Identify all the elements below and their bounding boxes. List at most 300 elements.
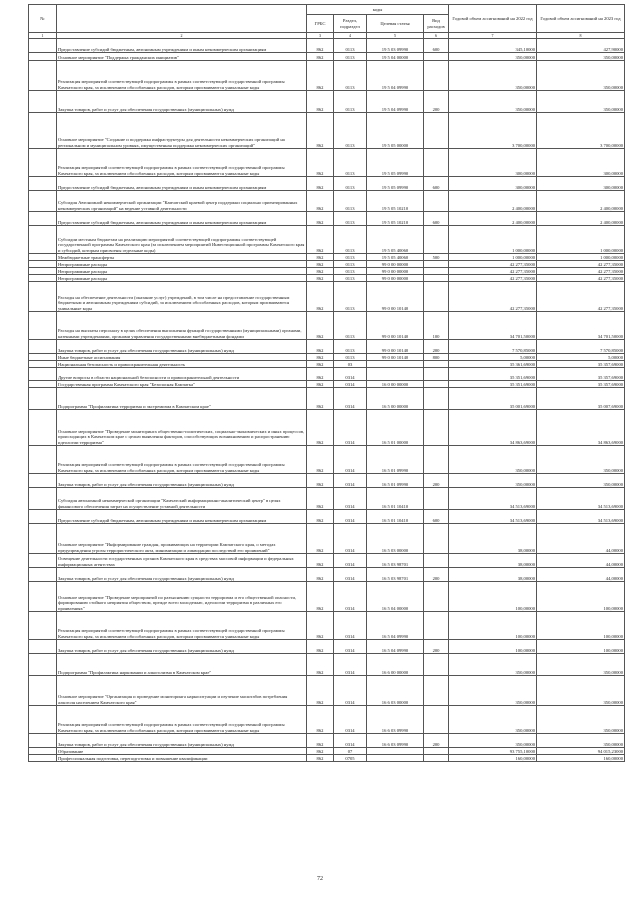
row-vr-cell [424, 524, 449, 554]
row-2022-cell: 100,00000 [449, 582, 537, 612]
row-vr-cell [424, 368, 449, 381]
table-row [29, 61, 625, 91]
row-2023-cell: 350,00000 [537, 474, 625, 488]
row-num-cell [29, 191, 57, 212]
index-cell: 6 [424, 33, 449, 39]
row-2023-cell: 34 863,69000 [537, 410, 625, 446]
row-num-cell [29, 177, 57, 191]
row-vr-cell [424, 113, 449, 149]
row-name-cell: Национальная безопасность и правоохранительная деятельность [57, 361, 307, 368]
row-2023-cell: 42 277,35000 [537, 268, 625, 275]
row-vr-cell [424, 612, 449, 640]
row-2022-cell: 3 700,00000 [449, 113, 537, 149]
table-row [29, 734, 625, 748]
row-csr-cell: 16 5 04 00000 [367, 582, 424, 612]
row-razdel-cell: 0314 [334, 510, 367, 524]
row-csr-cell: 16 5 01 09990 [367, 446, 424, 474]
row-razdel-cell: 0314 [334, 706, 367, 734]
row-2022-cell: 42 277,35000 [449, 268, 537, 275]
table-row [29, 554, 625, 568]
row-razdel-cell: 0113 [334, 312, 367, 340]
row-num-cell [29, 755, 57, 762]
row-csr-cell: 16 5 03 98701 [367, 568, 424, 582]
row-name-cell: Основное мероприятие "Создание и поддержка инфраструктуры для деятельности некоммерческих организаций на региональном и муниципальном уровнях, имущественная поддержка некоммерческих организаций" [57, 113, 307, 149]
row-name-cell: Реализация мероприятий соответствующей подпрограммы в рамках соответствующей государственной программы Камчатского края, за исключением обособленных расходов, которым присваиваются уникальные коды [57, 706, 307, 734]
table-row [29, 612, 625, 640]
row-razdel-cell: 0113 [334, 261, 367, 268]
row-2022-cell: 7 570,85000 [449, 340, 537, 354]
table-row [29, 568, 625, 582]
row-2022-cell: 100,00000 [449, 640, 537, 654]
row-grbs-cell: 862 [307, 113, 334, 149]
row-razdel-cell: 0314 [334, 568, 367, 582]
row-vr-cell [424, 226, 449, 254]
row-name-cell: Основное мероприятие "Поддержка гражданских инициатив" [57, 53, 307, 61]
row-vr-cell [424, 53, 449, 61]
row-2023-cell: 350,00000 [537, 61, 625, 91]
row-num-cell [29, 149, 57, 177]
row-name-cell: Предоставление субсидий бюджетным, автономным учреждениям и иным некоммерческим организациям [57, 510, 307, 524]
row-csr-cell: 16 6 00 00000 [367, 654, 424, 676]
row-csr-cell: 99 0 00 10140 [367, 282, 424, 312]
table-row [29, 388, 625, 410]
row-2023-cell: 35 357,69000 [537, 368, 625, 381]
row-name-cell: Основное мероприятие "Проведение мониторинга общественно-политических, социально-экономических и иных процессов, происходящих в Камчатском крае с целью выявления факторов, способствующих возникновению и распространению идеологии терроризма" [57, 410, 307, 446]
row-csr-cell: 19 5 04 00000 [367, 53, 424, 61]
row-2023-cell: 35 357,69000 [537, 381, 625, 388]
row-2022-cell: 35 361,69000 [449, 361, 537, 368]
row-csr-cell: 99 0 00 00000 [367, 261, 424, 268]
row-vr-cell [424, 381, 449, 388]
row-2023-cell: 100,00000 [537, 612, 625, 640]
row-razdel-cell: 0113 [334, 275, 367, 282]
row-csr-cell: 19 5 04 09990 [367, 61, 424, 91]
row-name-cell: Предоставление субсидий бюджетным, автономным учреждениям и иным некоммерческим организациям [57, 39, 307, 53]
row-num-cell [29, 654, 57, 676]
row-grbs-cell: 862 [307, 554, 334, 568]
row-2023-cell: 350,00000 [537, 446, 625, 474]
row-vr-cell: 600 [424, 510, 449, 524]
row-vr-cell: 100 [424, 312, 449, 340]
row-vr-cell: 500 [424, 254, 449, 261]
row-grbs-cell: 862 [307, 61, 334, 91]
row-grbs-cell: 862 [307, 268, 334, 275]
table-row [29, 268, 625, 275]
table-row [29, 149, 625, 177]
row-name-cell: Основное мероприятие "Информирование граждан, проживающих на территории Камчатского края, о методах предупреждения угрозы террористического акта, минимизации и ликвидации последствий его проявлений" [57, 524, 307, 554]
row-num-cell [29, 368, 57, 381]
row-razdel-cell: 0314 [334, 474, 367, 488]
row-2023-cell: 100,00000 [537, 640, 625, 654]
row-name-cell: Непрограммные расходы [57, 275, 307, 282]
row-name-cell: Закупка товаров, работ и услуг для обеспечения государственных (муниципальных) нужд [57, 568, 307, 582]
row-num-cell [29, 268, 57, 275]
table-row [29, 755, 625, 762]
row-grbs-cell: 862 [307, 282, 334, 312]
row-num-cell [29, 312, 57, 340]
row-csr-cell: 16 5 04 09990 [367, 640, 424, 654]
row-razdel-cell: 0314 [334, 676, 367, 706]
row-grbs-cell: 862 [307, 755, 334, 762]
row-csr-cell: 16 5 01 10410 [367, 510, 424, 524]
row-csr-cell: 99 0 00 00000 [367, 275, 424, 282]
row-razdel-cell: 0314 [334, 640, 367, 654]
row-2022-cell: 350,00000 [449, 53, 537, 61]
row-name-cell: Освещение деятельности государственных органов Камчатского края в средствах массовой информации и федеральных информационных агентствах [57, 554, 307, 568]
row-razdel-cell: 0314 [334, 381, 367, 388]
table-row [29, 113, 625, 149]
row-vr-cell [424, 488, 449, 510]
row-num-cell [29, 381, 57, 388]
row-2023-cell: 44,00000 [537, 524, 625, 554]
table-row [29, 368, 625, 381]
row-csr-cell: 99 0 00 10140 [367, 354, 424, 361]
header-num: № [29, 5, 57, 33]
row-name-cell: Основное мероприятие "Проведение мероприятий по разъяснению сущности терроризма и его общественной опасности, формированию стойкого неприятия обществом, прежде всего молодежью, идеологии терроризма в различных его проявлениях" [57, 582, 307, 612]
row-csr-cell: 16 6 03 09990 [367, 706, 424, 734]
row-razdel-cell: 0314 [334, 734, 367, 748]
row-razdel-cell: 0113 [334, 340, 367, 354]
budget-table [28, 4, 625, 762]
row-grbs-cell: 862 [307, 39, 334, 53]
row-2022-cell: 93 755,10000 [449, 748, 537, 755]
row-2022-cell: 42 277,35000 [449, 261, 537, 268]
row-razdel-cell: 0113 [334, 113, 367, 149]
row-razdel-cell: 0314 [334, 582, 367, 612]
row-num-cell [29, 488, 57, 510]
row-num-cell [29, 706, 57, 734]
row-2022-cell: 350,00000 [449, 474, 537, 488]
row-vr-cell: 200 [424, 474, 449, 488]
row-csr-cell: 19 5 05 00000 [367, 113, 424, 149]
row-2022-cell: 100,00000 [449, 612, 537, 640]
row-name-cell: Предоставление субсидий бюджетным, автономным учреждениям и иным некоммерческим организациям [57, 212, 307, 226]
row-2022-cell: 35 001,69000 [449, 388, 537, 410]
row-num-cell [29, 554, 57, 568]
row-2022-cell: 34 701,50000 [449, 312, 537, 340]
row-csr-cell: 19 5 04 09990 [367, 91, 424, 113]
row-2023-cell: 42 277,35000 [537, 275, 625, 282]
row-razdel-cell: 0113 [334, 149, 367, 177]
row-2023-cell: 2 400,00000 [537, 212, 625, 226]
row-num-cell [29, 282, 57, 312]
row-name-cell: Закупка товаров, работ и услуг для обеспечения государственных (муниципальных) нужд [57, 474, 307, 488]
row-grbs-cell: 862 [307, 524, 334, 554]
row-2023-cell: 34 701,50000 [537, 312, 625, 340]
row-csr-cell: 99 0 00 00000 [367, 268, 424, 275]
row-razdel-cell: 0314 [334, 410, 367, 446]
row-2023-cell: 350,00000 [537, 676, 625, 706]
row-csr-cell [367, 755, 424, 762]
row-csr-cell: 16 5 04 09990 [367, 612, 424, 640]
row-name-cell: Профессиональная подготовка, переподготовка и повышение квалификации [57, 755, 307, 762]
row-grbs-cell: 862 [307, 748, 334, 755]
row-grbs-cell: 862 [307, 410, 334, 446]
row-grbs-cell: 862 [307, 582, 334, 612]
row-csr-cell: 19 5 05 10210 [367, 212, 424, 226]
row-razdel-cell: 0113 [334, 53, 367, 61]
row-vr-cell [424, 755, 449, 762]
row-vr-cell: 600 [424, 177, 449, 191]
row-csr-cell: 19 5 05 40060 [367, 226, 424, 254]
row-razdel-cell: 0113 [334, 61, 367, 91]
row-razdel-cell: 07 [334, 748, 367, 755]
table-row [29, 254, 625, 261]
row-2022-cell: 160,00000 [449, 755, 537, 762]
row-2023-cell: 1 000,00000 [537, 254, 625, 261]
row-2022-cell: 38,00000 [449, 554, 537, 568]
row-num-cell [29, 510, 57, 524]
row-vr-cell [424, 410, 449, 446]
index-cell: 3 [307, 33, 334, 39]
row-name-cell: Иные бюджетные ассигнования [57, 354, 307, 361]
row-vr-cell [424, 61, 449, 91]
row-2023-cell: 160,00000 [537, 755, 625, 762]
row-2023-cell: 427,90000 [537, 39, 625, 53]
row-name-cell: Расходы на выплаты персоналу в целях обеспечения выполнения функций государственными (муниципальными) органами, казенными учреждениями, органами управления государственными внебюджетными фондами [57, 312, 307, 340]
row-razdel-cell: 0314 [334, 524, 367, 554]
row-grbs-cell: 862 [307, 275, 334, 282]
row-num-cell [29, 612, 57, 640]
table-row [29, 488, 625, 510]
row-grbs-cell: 862 [307, 177, 334, 191]
row-grbs-cell: 862 [307, 254, 334, 261]
row-num-cell [29, 61, 57, 91]
header-csr: Целевая статья [367, 15, 424, 33]
header-vr: Вид расходов [424, 15, 449, 33]
row-2022-cell: 34 513,69000 [449, 510, 537, 524]
row-2022-cell: 42 277,35000 [449, 282, 537, 312]
row-num-cell [29, 388, 57, 410]
row-num-cell [29, 226, 57, 254]
row-name-cell: Реализация мероприятий соответствующей подпрограммы в рамках соответствующей государственной программы Камчатского края, за исключением обособленных расходов, которым присваиваются уникальные коды [57, 446, 307, 474]
row-2022-cell: 35 351,69000 [449, 381, 537, 388]
row-num-cell [29, 410, 57, 446]
row-csr-cell [367, 368, 424, 381]
row-razdel-cell: 03 [334, 361, 367, 368]
row-name-cell: Субсидия Автономной некоммерческой организации "Камчатский краевой центр поддержки социально ориентированных некоммерческих организаций" на ведение уставной деятельности [57, 191, 307, 212]
row-razdel-cell: 0314 [334, 612, 367, 640]
row-vr-cell [424, 361, 449, 368]
row-grbs-cell: 862 [307, 368, 334, 381]
table-row [29, 177, 625, 191]
row-grbs-cell: 862 [307, 91, 334, 113]
row-vr-cell: 200 [424, 340, 449, 354]
table-row [29, 312, 625, 340]
row-grbs-cell: 862 [307, 474, 334, 488]
row-2022-cell: 34 513,69000 [449, 488, 537, 510]
row-razdel-cell: 0113 [334, 91, 367, 113]
row-csr-cell: 16 5 03 00000 [367, 524, 424, 554]
row-name-cell: Другие вопросы в области национальной безопасности и правоохранительной деятельности [57, 368, 307, 381]
row-2023-cell: 350,00000 [537, 734, 625, 748]
row-name-cell: Образование [57, 748, 307, 755]
header-codes: коды [307, 5, 449, 15]
header-2022: Годовой объем ассигнований на 2022 год [449, 5, 537, 33]
row-name-cell: Субсидия автономной некоммерческой организации "Камчатский информационно-аналитический центр" в целях финансового обеспечения затрат на осуществление уставной деятельности [57, 488, 307, 510]
row-vr-cell: 200 [424, 734, 449, 748]
row-2022-cell: 350,00000 [449, 446, 537, 474]
row-razdel-cell: 0113 [334, 212, 367, 226]
row-vr-cell: 600 [424, 212, 449, 226]
row-vr-cell: 200 [424, 568, 449, 582]
row-grbs-cell: 862 [307, 191, 334, 212]
row-name-cell: Подпрограмма "Профилактика терроризма и экстремизма в Камчатском крае" [57, 388, 307, 410]
table-row [29, 354, 625, 361]
table-row [29, 91, 625, 113]
row-num-cell [29, 568, 57, 582]
row-num-cell [29, 113, 57, 149]
row-num-cell [29, 734, 57, 748]
header-razdel: Раздел, подраздел [334, 15, 367, 33]
row-vr-cell [424, 654, 449, 676]
row-vr-cell [424, 149, 449, 177]
row-2023-cell: 3 700,00000 [537, 113, 625, 149]
row-csr-cell: 19 5 05 09990 [367, 149, 424, 177]
table-row [29, 53, 625, 61]
table-row [29, 474, 625, 488]
row-csr-cell: 19 5 03 09990 [367, 39, 424, 53]
row-num-cell [29, 91, 57, 113]
row-razdel-cell: 0113 [334, 39, 367, 53]
row-num-cell [29, 275, 57, 282]
row-2023-cell: 1 000,00000 [537, 226, 625, 254]
row-2023-cell: 300,00000 [537, 177, 625, 191]
row-grbs-cell: 862 [307, 640, 334, 654]
row-num-cell [29, 354, 57, 361]
row-name-cell: Подпрограмма "Профилактика наркомании и алкоголизма в Камчатском крае" [57, 654, 307, 676]
row-grbs-cell: 862 [307, 654, 334, 676]
row-razdel-cell: 0314 [334, 488, 367, 510]
row-2022-cell: 350,00000 [449, 734, 537, 748]
row-2022-cell: 1 000,00000 [449, 254, 537, 261]
row-vr-cell [424, 748, 449, 755]
row-num-cell [29, 676, 57, 706]
row-2023-cell: 44,00000 [537, 568, 625, 582]
index-cell: 2 [57, 33, 307, 39]
row-csr-cell: 99 0 00 10140 [367, 340, 424, 354]
row-razdel-cell: 0705 [334, 755, 367, 762]
row-csr-cell [367, 361, 424, 368]
row-grbs-cell: 862 [307, 488, 334, 510]
table-body [29, 39, 625, 762]
row-razdel-cell: 0314 [334, 368, 367, 381]
index-cell: 5 [367, 33, 424, 39]
row-vr-cell [424, 282, 449, 312]
table-row [29, 654, 625, 676]
row-grbs-cell: 862 [307, 361, 334, 368]
row-name-cell: Предоставление субсидий бюджетным, автономным учреждениям и иным некоммерческим организациям [57, 177, 307, 191]
header-grbs: ГРБС [307, 15, 334, 33]
row-grbs-cell: 862 [307, 212, 334, 226]
row-2023-cell: 350,00000 [537, 91, 625, 113]
row-name-cell: Закупка товаров, работ и услуг для обеспечения государственных (муниципальных) нужд [57, 734, 307, 748]
row-2023-cell: 350,00000 [537, 654, 625, 676]
row-2022-cell: 38,00000 [449, 524, 537, 554]
row-vr-cell [424, 446, 449, 474]
row-vr-cell: 200 [424, 91, 449, 113]
row-name-cell: Реализация мероприятий соответствующей подпрограммы в рамках соответствующей государственной программы Камчатского края, за исключением обособленных расходов, которым присваиваются уникальные коды [57, 61, 307, 91]
row-csr-cell: 16 5 03 98701 [367, 554, 424, 568]
row-name-cell: Непрограммные расходы [57, 261, 307, 268]
row-name-cell: Реализация мероприятий соответствующей подпрограммы в рамках соответствующей государственной программы Камчатского края, за исключением обособленных расходов, которым присваиваются уникальные коды [57, 149, 307, 177]
row-vr-cell [424, 582, 449, 612]
row-name-cell: Государственная программа Камчатского края "Безопасная Камчатка" [57, 381, 307, 388]
row-grbs-cell: 862 [307, 312, 334, 340]
table-row [29, 524, 625, 554]
row-name-cell: Закупка товаров, работ и услуг для обеспечения государственных (муниципальных) нужд [57, 640, 307, 654]
row-razdel-cell: 0113 [334, 268, 367, 275]
row-grbs-cell: 862 [307, 676, 334, 706]
row-razdel-cell: 0113 [334, 254, 367, 261]
row-csr-cell: 16 5 01 09990 [367, 474, 424, 488]
row-grbs-cell: 862 [307, 149, 334, 177]
row-vr-cell [424, 554, 449, 568]
row-grbs-cell: 862 [307, 568, 334, 582]
budget-table-sheet [28, 4, 624, 762]
row-vr-cell [424, 275, 449, 282]
row-2022-cell: 5,00000 [449, 354, 537, 361]
table-row [29, 446, 625, 474]
row-vr-cell [424, 388, 449, 410]
index-cell: 4 [334, 33, 367, 39]
table-row [29, 39, 625, 53]
row-2022-cell: 42 277,35000 [449, 275, 537, 282]
row-2023-cell: 5,00000 [537, 354, 625, 361]
page-number: 72 [317, 876, 323, 882]
table-row [29, 226, 625, 254]
row-razdel-cell: 0113 [334, 282, 367, 312]
row-2023-cell: 7 570,85000 [537, 340, 625, 354]
row-grbs-cell: 862 [307, 734, 334, 748]
row-num-cell [29, 582, 57, 612]
row-name-cell: Расходы на обеспечение деятельности (оказание услуг) учреждений, в том числе на предоставление государственным бюджетным и автономным учреждениям субсидий, за исключением обособленных расходов, которым присваиваются уникальные коды [57, 282, 307, 312]
table-row [29, 191, 625, 212]
row-2023-cell: 42 277,35000 [537, 261, 625, 268]
row-2022-cell: 345,10000 [449, 39, 537, 53]
row-csr-cell [367, 748, 424, 755]
row-num-cell [29, 254, 57, 261]
row-num-cell [29, 261, 57, 268]
row-razdel-cell: 0113 [334, 226, 367, 254]
table-row [29, 340, 625, 354]
row-vr-cell [424, 268, 449, 275]
row-vr-cell [424, 706, 449, 734]
index-cell: 1 [29, 33, 57, 39]
row-grbs-cell: 862 [307, 381, 334, 388]
row-razdel-cell: 0113 [334, 177, 367, 191]
row-vr-cell: 600 [424, 39, 449, 53]
row-csr-cell: 16 6 03 09990 [367, 734, 424, 748]
row-grbs-cell: 862 [307, 226, 334, 254]
row-razdel-cell: 0314 [334, 446, 367, 474]
index-cell: 8 [537, 33, 625, 39]
table-row [29, 361, 625, 368]
row-2023-cell: 35 007,69000 [537, 388, 625, 410]
row-csr-cell: 16 0 00 00000 [367, 381, 424, 388]
row-name-cell: Закупка товаров, работ и услуг для обеспечения государственных (муниципальных) нужд [57, 340, 307, 354]
row-razdel-cell: 0113 [334, 354, 367, 361]
row-2022-cell: 350,00000 [449, 676, 537, 706]
row-2022-cell: 2 400,00000 [449, 191, 537, 212]
row-2023-cell: 350,00000 [537, 706, 625, 734]
row-2022-cell: 350,00000 [449, 706, 537, 734]
row-2022-cell: 300,00000 [449, 177, 537, 191]
row-num-cell [29, 524, 57, 554]
row-csr-cell: 19 5 05 10210 [367, 191, 424, 212]
row-razdel-cell: 0314 [334, 554, 367, 568]
header-name [57, 5, 307, 33]
